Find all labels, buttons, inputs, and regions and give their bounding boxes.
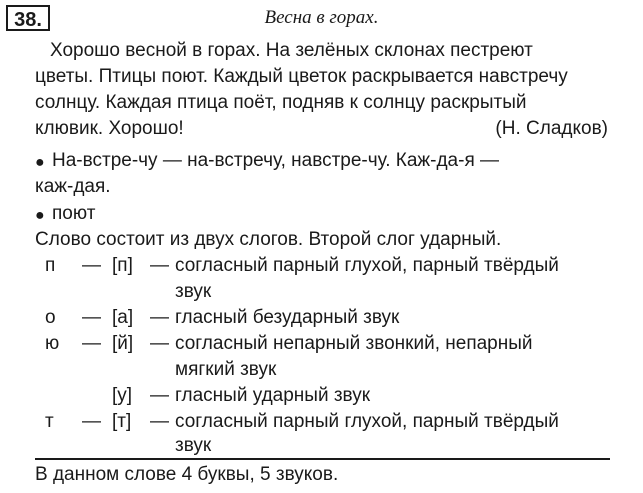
sound-description-cont: звук: [175, 281, 212, 302]
dash: —: [82, 333, 101, 354]
dash: —: [150, 411, 169, 432]
letter: ю: [45, 333, 60, 354]
divider: [35, 458, 610, 460]
sound-description: гласный безударный звук: [175, 307, 400, 328]
dash: —: [82, 255, 101, 276]
exercise-title: Весна в горах.: [264, 7, 379, 28]
text-line-2: цветы. Птицы поют. Каждый цветок раскрывается навстречу: [35, 66, 568, 87]
text-line-1: Хорошо весной в горах. На зелёных склонах пестреют: [50, 40, 533, 61]
text-line-4: клювик. Хорошо!: [35, 118, 184, 139]
sound-description-cont: мягкий звук: [175, 359, 277, 380]
hyphenation-line-1: На-встре-чу — на-встречу, навстре-чу. Каж-да-я —: [52, 150, 500, 171]
analysis-description: Слово состоит из двух слогов. Второй слог ударный.: [35, 229, 502, 250]
text-line-3: солнцу. Каждая птица поёт, подняв к солнцу раскрытый: [35, 92, 527, 113]
bullet-icon: ●: [35, 154, 45, 171]
dash: —: [82, 411, 101, 432]
sound: [а]: [112, 307, 134, 328]
dash: —: [150, 333, 169, 354]
dash: —: [82, 307, 101, 328]
sound-description-cont: звук: [175, 435, 212, 456]
exercise-number: 38.: [6, 5, 50, 31]
sound-description: согласный парный глухой, парный твёрдый: [175, 411, 559, 432]
sound-description: гласный ударный звук: [175, 385, 371, 406]
sound-description: согласный парный глухой, парный твёрдый: [175, 255, 559, 276]
dash: —: [150, 385, 169, 406]
letter: т: [45, 411, 54, 432]
analysis-word: поют: [52, 203, 96, 224]
sound: [т]: [112, 411, 132, 432]
sound-description: согласный непарный звонкий, непарный: [175, 333, 533, 354]
dash: —: [150, 307, 169, 328]
hyphenation-line-2: каж-дая.: [35, 176, 111, 197]
sound: [у]: [112, 385, 133, 406]
letter: п: [45, 255, 56, 276]
author: (Н. Сладков): [495, 118, 608, 139]
dash: —: [150, 255, 169, 276]
sound: [й]: [112, 333, 134, 354]
letter: о: [45, 307, 56, 328]
sound: [п]: [112, 255, 133, 276]
analysis-summary: В данном слове 4 буквы, 5 звуков.: [35, 464, 339, 485]
bullet-icon: ●: [35, 207, 45, 224]
